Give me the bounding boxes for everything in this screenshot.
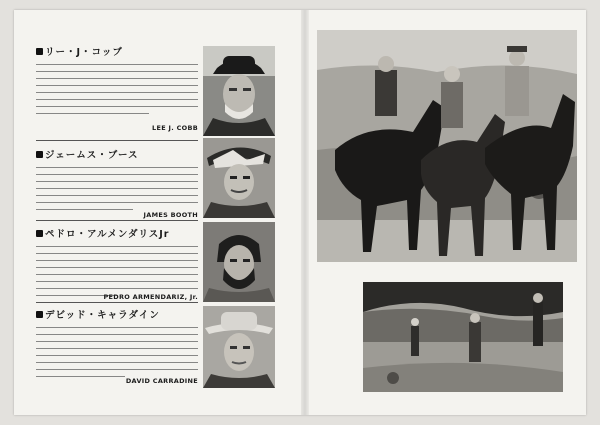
bio-james-booth bbox=[36, 147, 198, 217]
bio-david-carradine bbox=[36, 307, 198, 387]
divider-rule bbox=[36, 140, 198, 141]
actor-name-en: JAMES BOOTH bbox=[143, 211, 198, 219]
actor-name-jp: ペドロ・アルメンダリスJr bbox=[36, 226, 198, 240]
bio-pedro-armendariz bbox=[36, 226, 198, 301]
david-carradine-portrait-icon bbox=[203, 306, 275, 388]
bio-lee-j-cobb bbox=[36, 44, 198, 132]
bio-text-block bbox=[36, 64, 198, 115]
left-page bbox=[14, 10, 301, 415]
pedro-armendariz-portrait-icon bbox=[203, 222, 275, 302]
bio-text-block bbox=[36, 167, 198, 211]
actor-name-en: PEDRO ARMENDARIZ, Jr. bbox=[103, 293, 198, 301]
page-fold bbox=[301, 10, 309, 415]
lee-j-cobb-portrait-icon bbox=[203, 46, 275, 136]
valley-scene-photo-icon bbox=[363, 282, 563, 392]
bio-text-block bbox=[36, 327, 198, 378]
bio-text-block bbox=[36, 246, 198, 297]
right-page bbox=[309, 10, 586, 415]
actor-name-en: LEE J. COBB bbox=[152, 124, 198, 132]
actor-name-jp: リー・J・コッブ bbox=[36, 44, 198, 58]
actor-name-jp: ジェームス・ブース bbox=[36, 147, 198, 161]
james-booth-portrait-icon bbox=[203, 138, 275, 218]
divider-rule bbox=[36, 220, 198, 221]
booklet-spread bbox=[14, 10, 586, 415]
three-horsemen-photo-icon bbox=[317, 30, 577, 262]
actor-name-en: DAVID CARRADINE bbox=[125, 377, 198, 385]
divider-rule bbox=[36, 302, 198, 303]
actor-name-jp: デビッド・キャラダイン bbox=[36, 307, 198, 321]
